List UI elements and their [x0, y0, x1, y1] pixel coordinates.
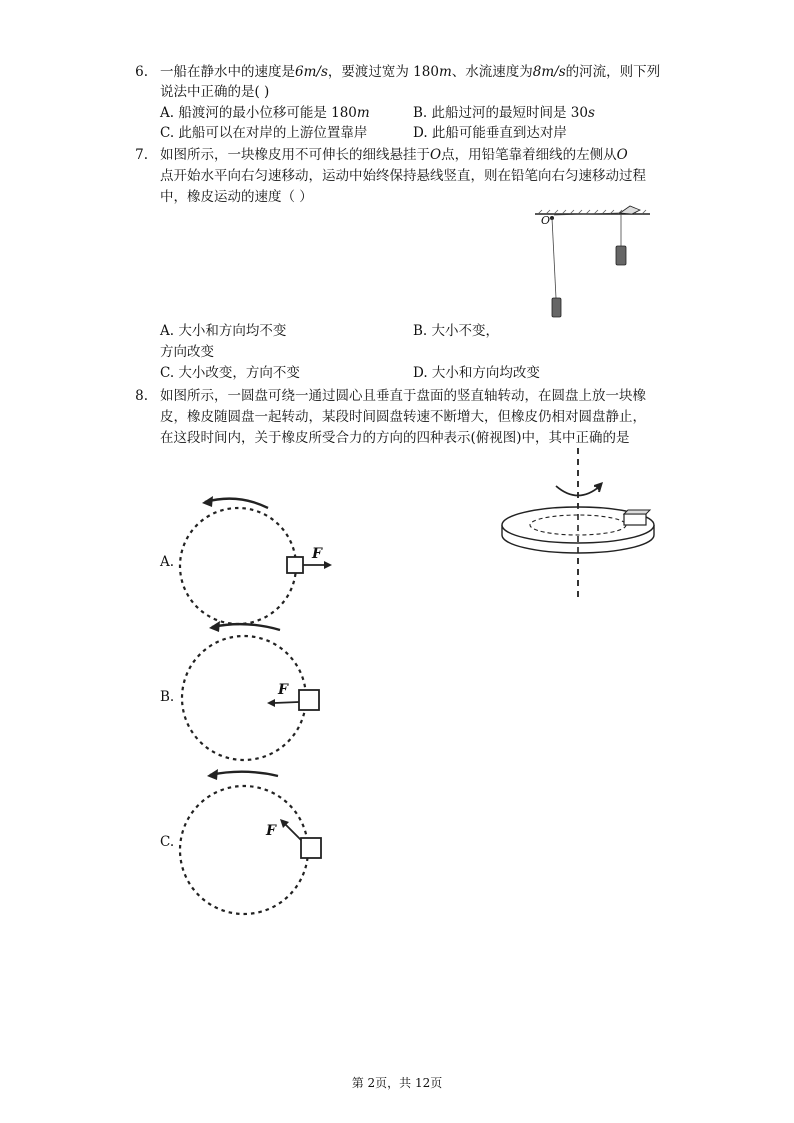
- q6-stem-text: 一船在静水中的速度是: [160, 64, 295, 80]
- dashed-circle: [180, 786, 308, 914]
- q6-stem-line1: [160, 62, 660, 82]
- q6-stem-text: 的河流，则下列: [565, 64, 661, 80]
- ceiling: [535, 210, 650, 214]
- eraser-moved-icon: [616, 246, 626, 265]
- q8-stem-line1: 如图所示，一圆盘可绕一通过圆心且垂直于盘面的竖直轴转动，在圆盘上放一块橡: [160, 388, 646, 404]
- force-arrow-icon: [285, 824, 301, 840]
- q6-option-b[interactable]: [413, 103, 595, 123]
- q8-stem-line2: 皮，橡皮随圆盘一起转动，某段时间圆盘转速不断增大，但橡皮仍相对圆盘静止，: [160, 409, 646, 425]
- q7-option-b[interactable]: B. 大小不变，: [413, 323, 500, 339]
- q7-stem-line3: 中，橡皮运动的速度（ ）: [160, 189, 313, 205]
- pencil-icon: [620, 206, 640, 214]
- q6-option-a-text: A. 船渡河的最小位移可能是 180: [160, 105, 357, 121]
- q7-option-b-continued: 方向改变: [160, 344, 214, 360]
- q7-option-d[interactable]: D. 大小和方向均改变: [413, 365, 540, 381]
- disc-dashed-orbit: [530, 515, 626, 535]
- disc-side: [502, 525, 654, 553]
- q6-option-c[interactable]: C. 此船可以在对岸的上游位置靠岸: [160, 125, 368, 141]
- disc-top: [502, 507, 654, 543]
- rotation-arrow-icon: [212, 624, 280, 630]
- point-o-pin: [550, 216, 554, 220]
- rotation-arrow-icon: [205, 499, 268, 508]
- q7-stem-line2: 点开始水平向右匀速移动，运动中始终保持悬线竖直，则在铅笔向右匀速移动过程: [160, 168, 646, 184]
- q6-option-b-unit: s: [587, 105, 595, 121]
- q8-option-b[interactable]: B.: [160, 689, 175, 705]
- q7-option-a[interactable]: A. 大小和方向均不变: [160, 323, 287, 339]
- force-arrow-icon: [274, 702, 299, 703]
- q8-option-a-force-label: F: [312, 546, 322, 562]
- string-moved: [554, 213, 620, 215]
- q7-point-o: O: [430, 147, 442, 163]
- q6-option-a[interactable]: [160, 103, 370, 123]
- q6-stem-line2: 说法中正确的是( ): [160, 84, 270, 100]
- q6-option-a-unit: m: [356, 105, 370, 121]
- page-footer: 第 2页，共 12页: [351, 1076, 443, 1090]
- rotation-arrow-icon: [210, 772, 278, 776]
- q7-stem-line1: [160, 145, 628, 165]
- q6-option-d[interactable]: D. 此船可能垂直到达对岸: [413, 125, 567, 141]
- q8-stem-line3: 在这段时间内，关于橡皮所受合力的方向的四种表示(俯视图)中，其中正确的是: [160, 430, 630, 446]
- q7-stem-text: 点，用铅笔靠着细线的左侧从: [441, 147, 617, 163]
- q6-unit-m: m: [438, 64, 452, 80]
- q6-water-speed: 8m/s: [532, 64, 566, 80]
- eraser-box-icon: [299, 690, 319, 710]
- q6-boat-speed: 6m/s: [295, 64, 328, 80]
- q7-option-c[interactable]: C. 大小改变，方向不变: [160, 365, 300, 381]
- string-initial: [552, 218, 556, 298]
- rotation-arrow-icon: [556, 486, 600, 496]
- q8-option-c[interactable]: C.: [160, 834, 175, 850]
- eraser-initial-icon: [552, 298, 561, 317]
- q8-option-c-force-label: F: [266, 823, 276, 839]
- q6-number: 6.: [135, 64, 148, 80]
- eraser-box-icon: [301, 838, 321, 858]
- q7-stem-text: 如图所示，一块橡皮用不可伸长的细线悬挂于: [160, 147, 430, 163]
- eraser-on-disc-icon: [624, 514, 646, 525]
- q6-stem-text: ，要渡过宽为 180: [327, 64, 439, 80]
- q7-point-o: O: [616, 147, 628, 163]
- eraser-on-disc-top: [624, 510, 650, 514]
- q8-option-b-force-label: F: [278, 682, 288, 698]
- q7-figure-label-o: O: [541, 214, 551, 227]
- dashed-circle: [180, 508, 296, 624]
- q6-stem-text: 、水流速度为: [451, 64, 533, 80]
- q8-option-a[interactable]: A.: [160, 554, 175, 570]
- q7-number: 7.: [135, 147, 148, 163]
- q8-number: 8.: [135, 388, 148, 404]
- q6-option-b-text: B. 此船过河的最短时间是 30: [413, 105, 588, 121]
- eraser-box-icon: [287, 557, 303, 573]
